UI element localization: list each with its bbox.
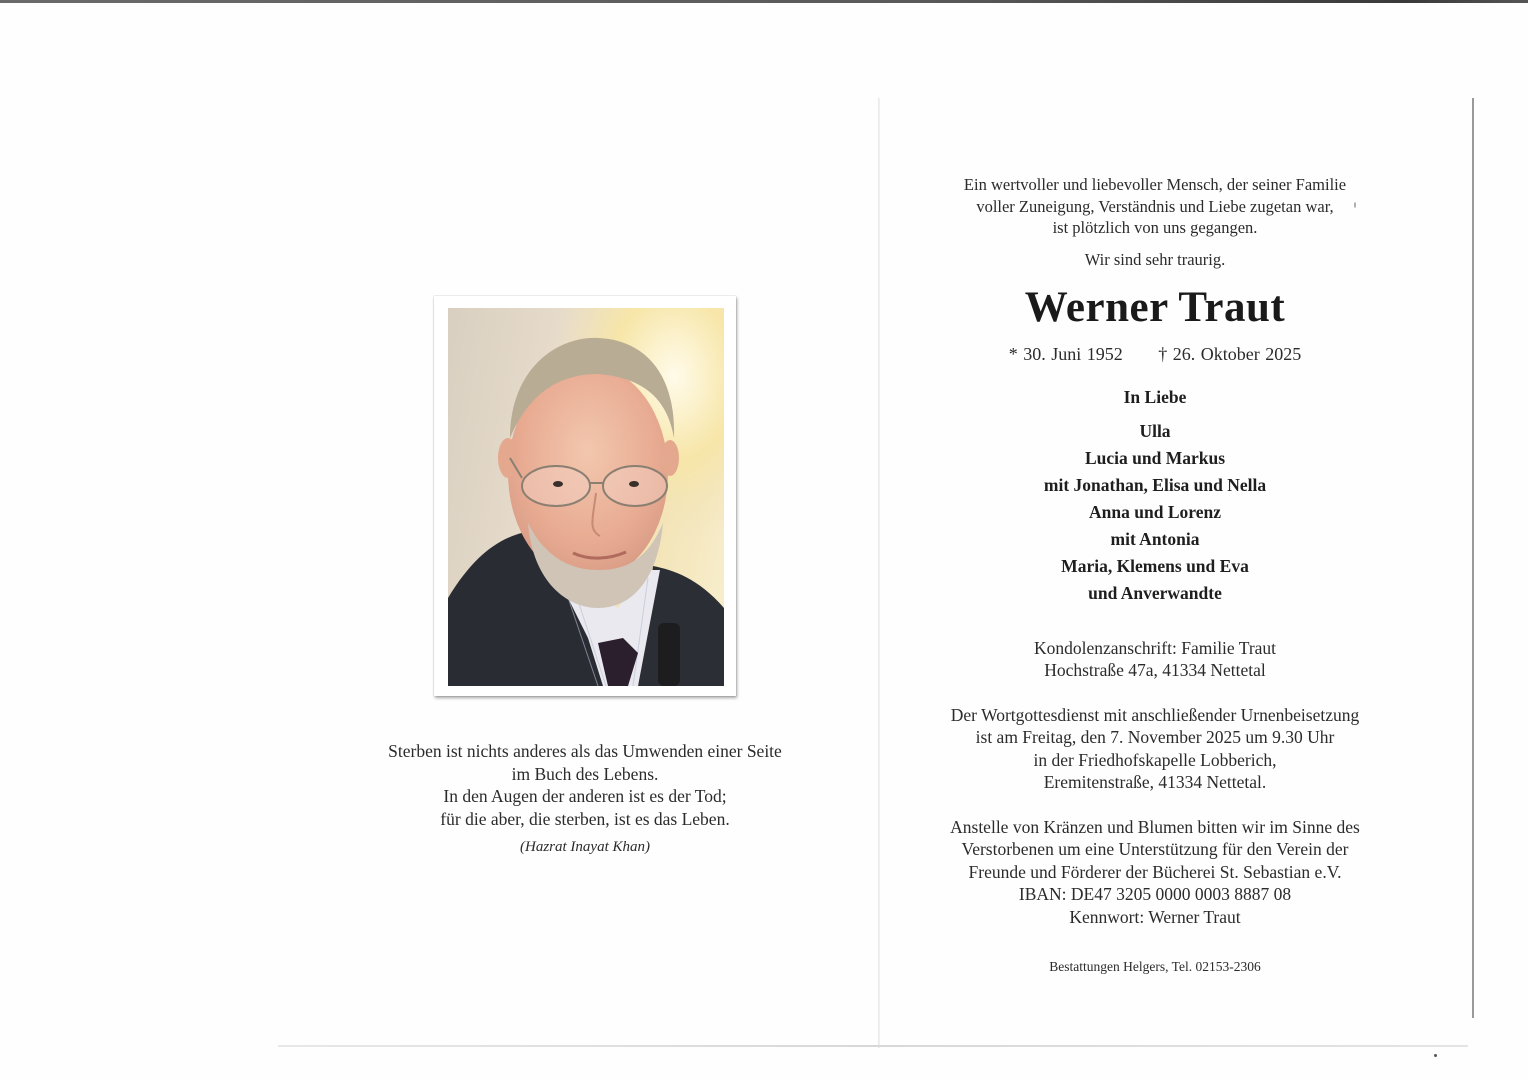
intro-line: Ein wertvoller und liebevoller Mensch, der seiner Familie bbox=[963, 175, 1347, 194]
intro-line: voller Zuneigung, Verständnis und Liebe zugetan war, bbox=[976, 196, 1334, 216]
donation-line: Anstelle von Kränzen und Blumen bitten wir im Sinne des bbox=[950, 816, 1360, 837]
service-line: Eremitenstraße, 41334 Nettetal. bbox=[1043, 772, 1267, 792]
scan-top-edge bbox=[0, 0, 1528, 3]
iban-line: IBAN: DE47 3205 0000 0003 8887 08 bbox=[1018, 884, 1292, 904]
obituary-text-panel bbox=[900, 174, 1410, 976]
mourner-line: mit Antonia bbox=[1110, 528, 1200, 549]
card-fold-line bbox=[878, 98, 880, 1048]
card-bottom-edge bbox=[278, 1045, 1468, 1047]
funeral-home-contact: Bestattungen Helgers, Tel. 02153-2306 bbox=[1049, 959, 1261, 974]
mourner-line: Anna und Lorenz bbox=[1089, 501, 1221, 522]
condolence-line: Hochstraße 47a, 41334 Nettetal bbox=[1044, 660, 1266, 680]
mourner-line: Ulla bbox=[1139, 420, 1171, 441]
mourner-line: und Anverwandte bbox=[1088, 582, 1222, 603]
mourners-heading: In Liebe bbox=[1123, 386, 1187, 407]
donation-request bbox=[900, 816, 1410, 929]
sad-line: Wir sind sehr traurig. bbox=[1084, 249, 1226, 269]
portrait-photo bbox=[448, 308, 724, 686]
intro-text bbox=[900, 174, 1410, 270]
quote-line: Sterben ist nichts anderes als das Umwenden einer Seite bbox=[388, 741, 782, 761]
service-line: ist am Freitag, den 7. November 2025 um 9.30 Uhr bbox=[975, 727, 1335, 747]
quote-line: In den Augen der anderen ist es der Tod; bbox=[443, 786, 727, 806]
mourner-line: Maria, Klemens und Eva bbox=[1061, 555, 1249, 576]
quote-line: im Buch des Lebens. bbox=[511, 763, 659, 784]
mourner-line: Lucia und Markus bbox=[1084, 447, 1226, 468]
quote-line: für die aber, die sterben, ist es das Leben. bbox=[440, 808, 730, 829]
condolence-address bbox=[900, 637, 1410, 682]
condolence-line: Kondolenzanschrift: Familie Traut bbox=[1033, 637, 1277, 658]
service-line: Der Wortgottesdienst mit anschließender Urnenbeisetzung bbox=[950, 704, 1360, 725]
donation-line: Freunde und Förderer der Bücherei St. Sebastian e.V. bbox=[968, 861, 1342, 882]
service-details bbox=[900, 704, 1410, 794]
donation-line: Verstorbenen um eine Unterstützung für den Verein der bbox=[961, 839, 1349, 859]
keyword-line: Kennwort: Werner Traut bbox=[1069, 906, 1241, 927]
life-dates bbox=[900, 342, 1410, 366]
card-right-edge bbox=[1472, 98, 1474, 1018]
birth-date: * 30. Juni 1952 bbox=[1008, 343, 1123, 364]
deceased-name: Werner Traut bbox=[1024, 283, 1286, 331]
scan-speck bbox=[1434, 1054, 1437, 1057]
death-date: † 26. Oktober 2025 bbox=[1158, 343, 1302, 364]
quote-author: (Hazrat Inayat Khan) bbox=[520, 839, 650, 855]
mourner-line: mit Jonathan, Elisa und Nella bbox=[1043, 474, 1267, 495]
service-line: in der Friedhofskapelle Lobberich, bbox=[1033, 749, 1277, 770]
intro-line: ist plötzlich von uns gegangen. bbox=[1052, 218, 1258, 237]
portrait-photo-frame bbox=[434, 296, 736, 696]
memorial-quote bbox=[330, 740, 840, 859]
mourners-list bbox=[900, 386, 1410, 607]
